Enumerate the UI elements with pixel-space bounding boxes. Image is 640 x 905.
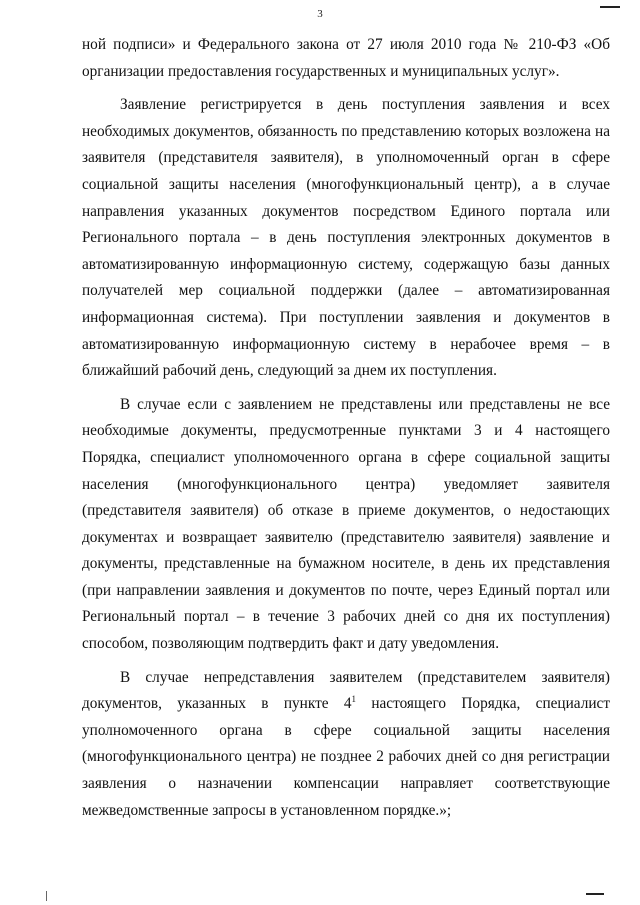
paragraph-interagency-requests (82, 665, 610, 825)
scan-mark-bottom (586, 893, 604, 895)
superscript-marker: 1 (351, 694, 357, 705)
paragraph-text-before: В случае непредставления заявителем (представителем заявителя) документов, указанных в пункте 4 (82, 668, 610, 713)
paragraph-continuation: ной подписи» и Федерального закона от 27 июля 2010 года № 210-ФЗ «Об организации предоставления государственных и муниципальных услуг». (82, 36, 610, 80)
scan-tick-left (46, 891, 47, 901)
paragraph-registration: Заявление регистрируется в день поступления заявления и всех необходимых документов, обязанность по представлению которых возложена на заявителя (представителя заявителя), в уполномоченный орган в сфере социальной защиты населения (многофункциональный центр), а в случае направления указанных документов посредством Единого портала или Регионального портала – в день поступления электронных документов в автоматизированную информационную систему, содержащую базы данных получателей мер социальной поддержки (далее – автоматизированная информационная система). При поступлении заявления и документов в автоматизированную информационную систему в нерабочее время – в ближайший рабочий день, следующий за днем их поступления. (82, 96, 610, 380)
body-text (82, 32, 610, 831)
paragraph-text-after: настоящего Порядка, специалист уполномоченного органа в сфере социальной защиты населения (многофункционального центра) не позднее 2 рабочих дней со дня регистрации заявления о назначении компенсации направляет соответствующие межведомственные запросы в установленном порядке.»; (82, 695, 611, 819)
page-number: 3 (317, 8, 323, 20)
paragraph-refusal: В случае если с заявлением не представлены или представлены не все необходимые документы, предусмотренные пунктами 3 и 4 настоящего Порядка, специалист уполномоченного органа в сфере социальной защиты населения (многофункционального центра) уведомляет заявителя (представителя заявителя) об отказе в приеме документов, о недостающих документах и возвращает заявителю (представителю заявителя) заявление и документы, представленные на бумажном носителе, в день их представления (при направлении заявления и документов по почте, через Единый портал или Региональный портал – в течение 3 рабочих дней со дня их поступления) способом, позволяющим подтвердить факт и дату уведомления. (82, 395, 610, 653)
